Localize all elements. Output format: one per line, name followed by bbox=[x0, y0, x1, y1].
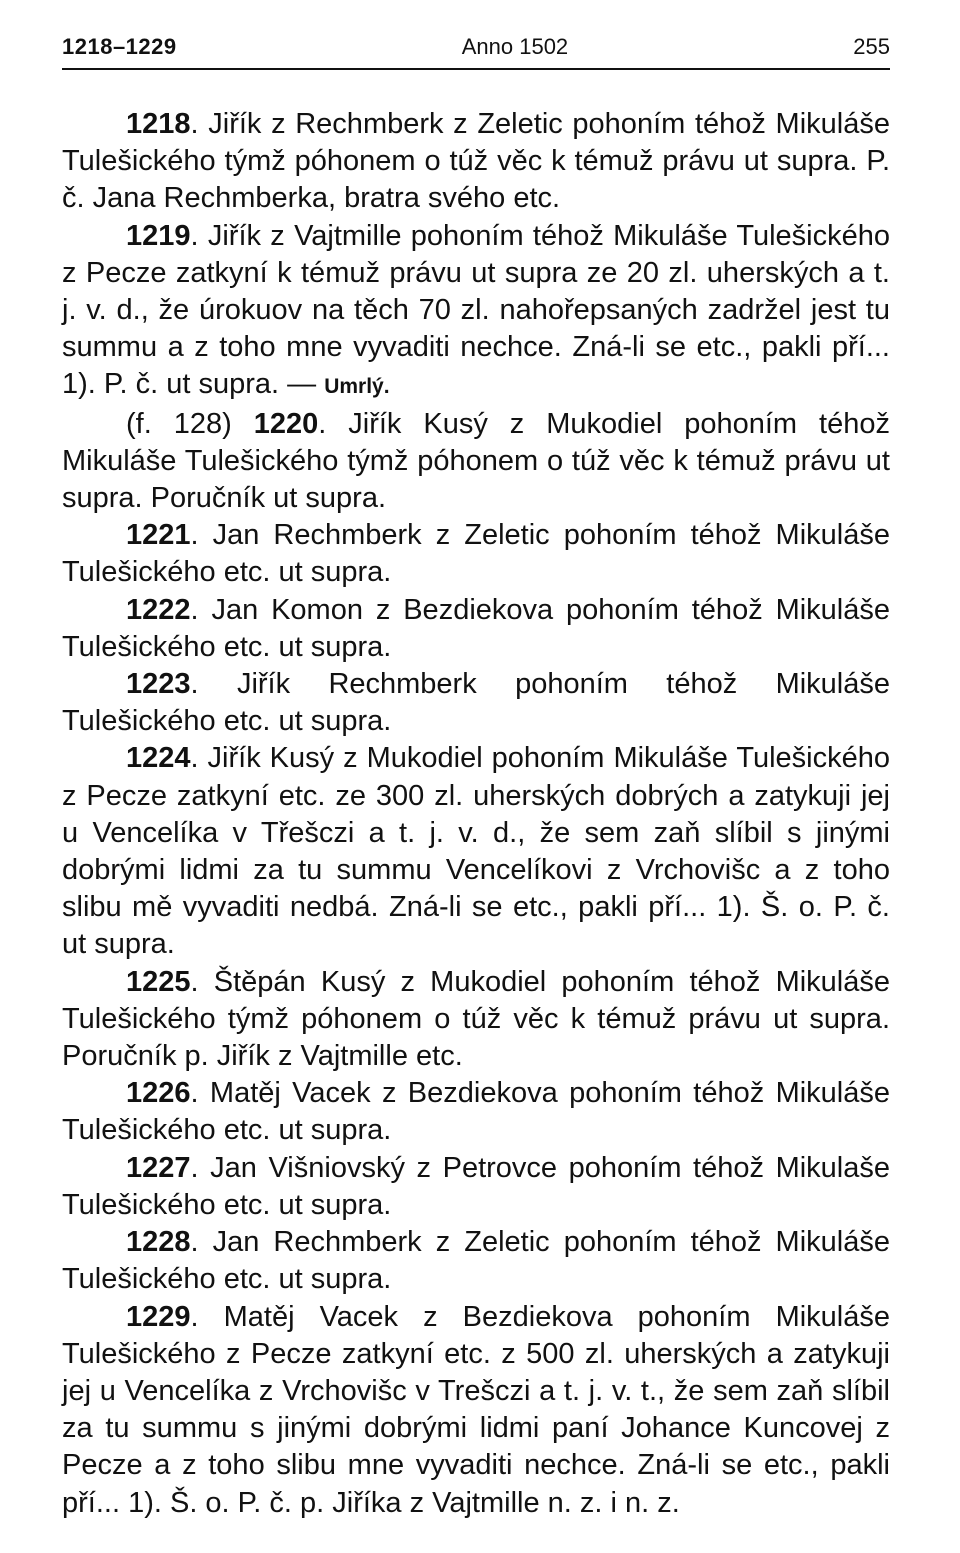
entry-1226: 1226. Matěj Vacek z Bezdiekova pohoním téhož Mikuláše Tulešického etc. ut supra. bbox=[62, 1077, 890, 1147]
entry-text: Matěj Vacek z Bezdiekova pohoním téhož Mikuláše Tulešického etc. ut supra. bbox=[62, 1077, 890, 1147]
entry-text: Štěpán Kusý z Mukodiel pohoním téhož Mikuláše Tulešického týmž póhonem o túž věc k témuž právu ut supra. Poručník p. Jiřík z Vajtmille etc. bbox=[62, 965, 891, 1073]
entry-text: Jiřík Kusý z Mukodiel pohoním téhož Mikuláše Tulešického týmž póhonem o túž věc k témuž právu ut supra. Poručník ut supra. bbox=[62, 407, 890, 515]
entry-1223: 1223. Jiřík Rechmberk pohoním téhož Mikuláše Tulešického etc. ut supra. bbox=[62, 668, 890, 738]
entry-1220: (f. 128) 1220. Jiřík Kusý z Mukodiel pohoním téhož Mikuláše Tulešického týmž póhonem o túž věc k témuž právu ut supra. Poručník ut supra. bbox=[62, 407, 890, 515]
entry-1229: 1229. Matěj Vacek z Bezdiekova pohoním Mikuláše Tulešického z Pecze zatkyní etc. z 500 zl. uherských a zatykuji jej u Vencelíka z Vrchovišc v Trešczi a t. j. v. t., že sem zaň slíbil za tu summu s jinými dobrými lidmi paní Johance Kuncovej z Pecze a z toho slibu mne vyvaditi nechce. Zná-li se etc., pakli pří... 1). Š. o. P. č. p. Jiříka z Vajtmille n. z. i n. z. bbox=[62, 1300, 890, 1519]
entry-number: 1227 bbox=[126, 1151, 191, 1184]
document-page bbox=[62, 34, 890, 1522]
entry-note: Umrlý. bbox=[324, 375, 390, 399]
running-title: Anno 1502 bbox=[461, 34, 569, 59]
entry-text: Jiřík z Rechmberk z Zeletic pohoním téhož Mikuláše Tulešického týmž póhonem o túž věc k témuž právu ut supra. P. č. Jana Rechmberka, bratra svého etc. bbox=[62, 108, 890, 215]
entry-text: Jiřík Rechmberk pohoním téhož Mikuláše Tulešického etc. ut supra. bbox=[62, 668, 890, 738]
entry-1227: 1227. Jan Višniovský z Petrovce pohoním téhož Mikulaše Tulešického etc. ut supra. bbox=[62, 1151, 890, 1221]
entry-range: 1218–1229 bbox=[62, 34, 177, 59]
entry-text: Jan Komon z Bezdiekova pohoním téhož Mikuláše Tulešického etc. ut supra. bbox=[62, 593, 890, 663]
entry-number: 1221 bbox=[126, 519, 191, 552]
entry-number: 1229 bbox=[126, 1300, 191, 1333]
entry-number: 1228 bbox=[126, 1226, 191, 1259]
entry-number: 1225 bbox=[126, 965, 191, 998]
entry-1228: 1228. Jan Rechmberk z Zeletic pohoním téhož Mikuláše Tulešického etc. ut supra. bbox=[62, 1226, 890, 1296]
entry-1221: 1221. Jan Rechmberk z Zeletic pohoním téhož Mikuláše Tulešického etc. ut supra. bbox=[62, 519, 890, 589]
entry-number: 1219 bbox=[126, 219, 191, 252]
entry-number: 1222 bbox=[126, 593, 191, 626]
entry-text: Jan Rechmberk z Zeletic pohoním téhož Mikuláše Tulešického etc. ut supra. bbox=[62, 519, 890, 589]
entry-1219: 1219. Jiřík z Vajtmille pohoním téhož Mikuláše Tulešického z Pecze zatkyní k témuž právu ut supra ze 20 zl. uherských a t. j. v. d., že úrokuov na těch 70 zl. nahořepsaných zadržel jest tu summu a z toho mne vyvaditi nechce. Zná-li se etc., pakli pří... 1). P. č. ut supra. — Umrlý. bbox=[62, 219, 890, 401]
entry-text: Matěj Vacek z Bezdiekova pohoním Mikuláše Tulešického z Pecze zatkyní etc. z 500 zl. uherských a zatykuji jej u Vencelíka z Vrchovišc v Trešczi a t. j. v. t., že sem zaň slíbil za tu summu s jinými dobrými lidmi paní Johance Kuncovej z Pecze a z toho slibu mne vyvaditi nechce. Zná-li se etc., pakli pří... 1). Š. o. P. č. p. Jiříka z Vajtmille n. z. i n. z. bbox=[62, 1300, 890, 1519]
entry-text: Jan Rechmberk z Zeletic pohoním téhož Mikuláše Tulešického etc. ut supra. bbox=[62, 1226, 890, 1296]
entry-1222: 1222. Jan Komon z Bezdiekova pohoním téhož Mikuláše Tulešického etc. ut supra. bbox=[62, 593, 890, 663]
entry-text: Jan Višniovský z Petrovce pohoním téhož Mikulaše Tulešického etc. ut supra. bbox=[62, 1151, 890, 1221]
entry-number: 1220 bbox=[253, 407, 319, 440]
running-header bbox=[62, 34, 890, 70]
entry-number: 1224 bbox=[126, 742, 191, 775]
entries-list bbox=[62, 106, 890, 1522]
folio-reference: (f. 128) bbox=[126, 407, 232, 440]
entry-text: Jiřík z Vajtmille pohoním téhož Mikuláše Tulešického z Pecze zatkyní k témuž právu ut supra ze 20 zl. uherských a t. j. v. d., že úrokuov na těch 70 zl. nahořepsaných zadržel jest tu summu a z toho mne vyvaditi nechce. Zná-li se etc., pakli pří... 1). P. č. ut supra. — bbox=[62, 219, 890, 401]
entry-1224: 1224. Jiřík Kusý z Mukodiel pohoním Mikuláše Tulešického z Pecze zatkyní etc. ze 300 zl. uherských dobrých a zatykuji jej u Vencelíka v Třešczi a t. j. v. d., že sem zaň slíbil s jinými dobrými lidmi za tu summu Vencelíkovi z Vrchovišc a z toho slibu mě vyvaditi nedbá. Zná-li se etc., pakli pří... 1). Š. o. P. č. ut supra. bbox=[62, 742, 890, 961]
entry-number: 1223 bbox=[126, 668, 191, 701]
entry-text: Jiřík Kusý z Mukodiel pohoním Mikuláše Tulešického z Pecze zatkyní etc. ze 300 zl. uherských dobrých a zatykuji jej u Vencelíka v Třešczi a t. j. v. d., že sem zaň slíbil s jinými dobrými lidmi za tu summu Vencelíkovi z Vrchovišc a z toho slibu mě vyvaditi nedbá. Zná-li se etc., pakli pří... 1). Š. o. P. č. ut supra. bbox=[62, 742, 890, 961]
entry-number: 1218 bbox=[126, 108, 191, 140]
entry-1225: 1225. Štěpán Kusý z Mukodiel pohoním téhož Mikuláše Tulešického týmž póhonem o túž věc k témuž právu ut supra. Poručník p. Jiřík z Vajtmille etc. bbox=[62, 965, 891, 1073]
entry-number: 1226 bbox=[126, 1077, 191, 1110]
page-number: 255 bbox=[853, 34, 890, 59]
entry-1218: 1218. Jiřík z Rechmberk z Zeletic pohoním téhož Mikuláše Tulešického týmž póhonem o túž věc k témuž právu ut supra. P. č. Jana Rechmberka, bratra svého etc. bbox=[62, 108, 890, 215]
